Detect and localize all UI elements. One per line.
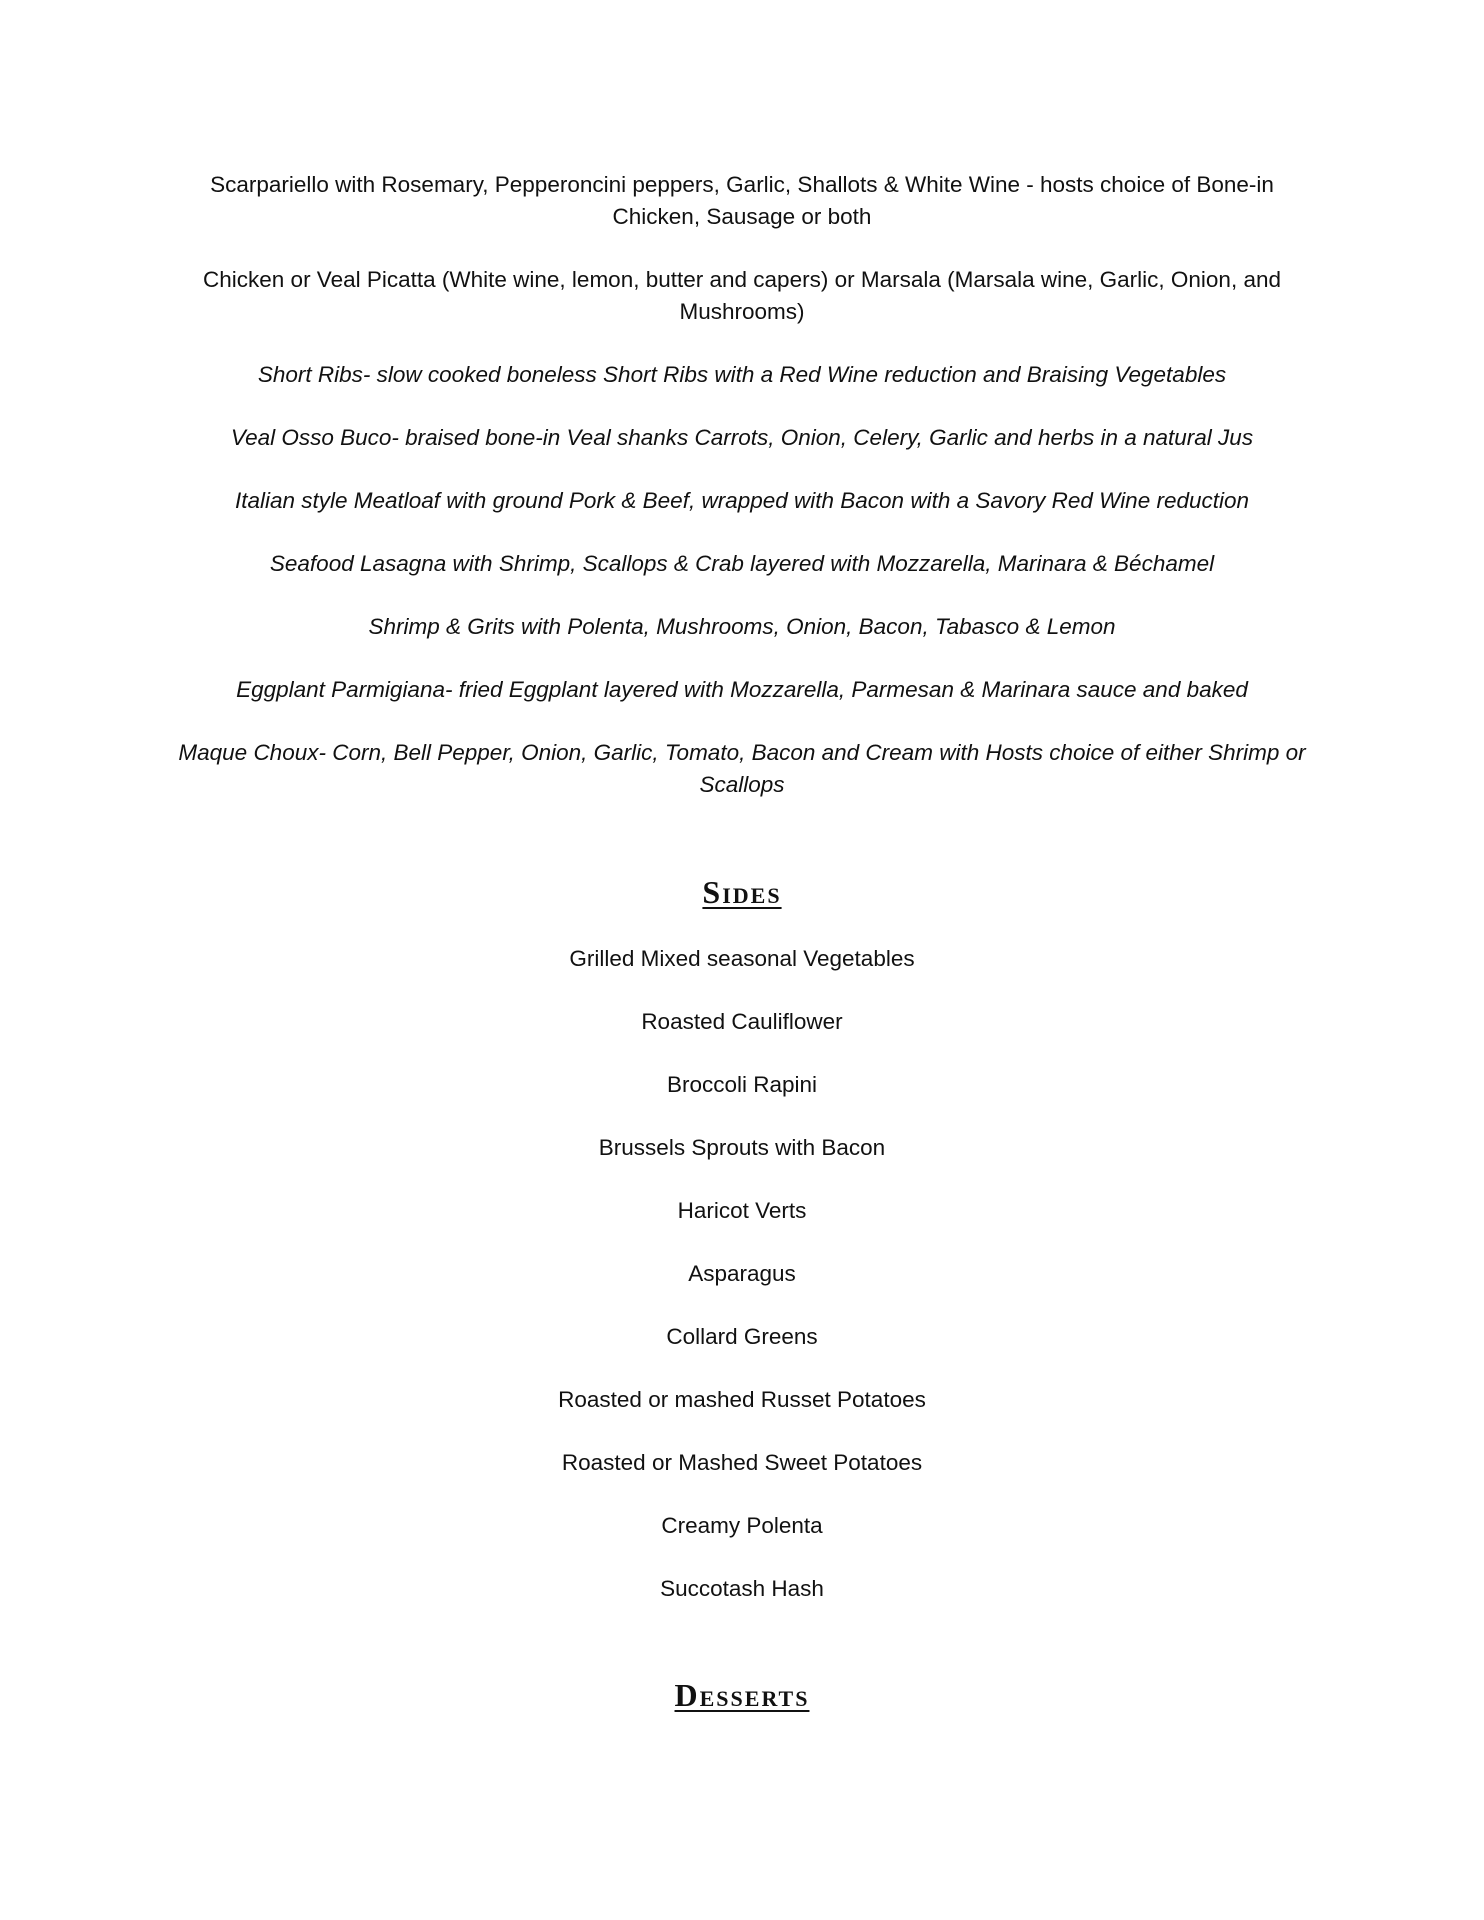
main-dish-maque-choux: Maque Choux- Corn, Bell Pepper, Onion, Garlic, Tomato, Bacon and Cream with Hosts choice of either Shrimp or Scallops [178, 740, 1306, 797]
side-item: Broccoli Rapini [666, 1072, 818, 1097]
main-dish-eggplant-parmigiana: Eggplant Parmigiana- fried Eggplant layered with Mozzarella, Parmesan & Marinara sauce and baked [236, 677, 1248, 702]
main-dish-seafood-lasagna: Seafood Lasagna with Shrimp, Scallops & Crab layered with Mozzarella, Marinara & Béchamel [269, 551, 1215, 576]
side-item: Creamy Polenta [661, 1513, 823, 1538]
main-dish-shrimp-grits: Shrimp & Grits with Polenta, Mushrooms, Onion, Bacon, Tabasco & Lemon [368, 614, 1116, 639]
side-item: Haricot Verts [677, 1198, 807, 1223]
main-dish-osso-buco: Veal Osso Buco- braised bone-in Veal shanks Carrots, Onion, Celery, Garlic and herbs in a natural Jus [230, 425, 1254, 450]
main-dish-picatta-marsala: Chicken or Veal Picatta (White wine, lemon, butter and capers) or Marsala (Marsala wine, Garlic, Onion, and Mushrooms) [203, 267, 1281, 324]
main-dish-meatloaf: Italian style Meatloaf with ground Pork & Beef, wrapped with Bacon with a Savory Red Wine reduction [234, 488, 1250, 513]
main-dish-scarpariello: Scarpariello with Rosemary, Pepperoncini peppers, Garlic, Shallots & White Wine - hosts choice of Bone-in Chicken, Sausage or both [210, 172, 1274, 229]
side-item: Brussels Sprouts with Bacon [598, 1135, 886, 1160]
main-dish-short-ribs: Short Ribs- slow cooked boneless Short Ribs with a Red Wine reduction and Braising Vegetables [257, 362, 1227, 387]
sides-heading: Sides [702, 874, 782, 910]
side-item: Roasted Cauliflower [641, 1009, 843, 1034]
side-item: Roasted or mashed Russet Potatoes [558, 1387, 926, 1412]
side-item: Asparagus [688, 1261, 796, 1286]
side-item: Roasted or Mashed Sweet Potatoes [561, 1450, 923, 1475]
side-item: Grilled Mixed seasonal Vegetables [569, 946, 915, 971]
side-item: Succotash Hash [660, 1576, 824, 1601]
desserts-heading: Desserts [674, 1677, 810, 1713]
side-item: Collard Greens [666, 1324, 818, 1349]
